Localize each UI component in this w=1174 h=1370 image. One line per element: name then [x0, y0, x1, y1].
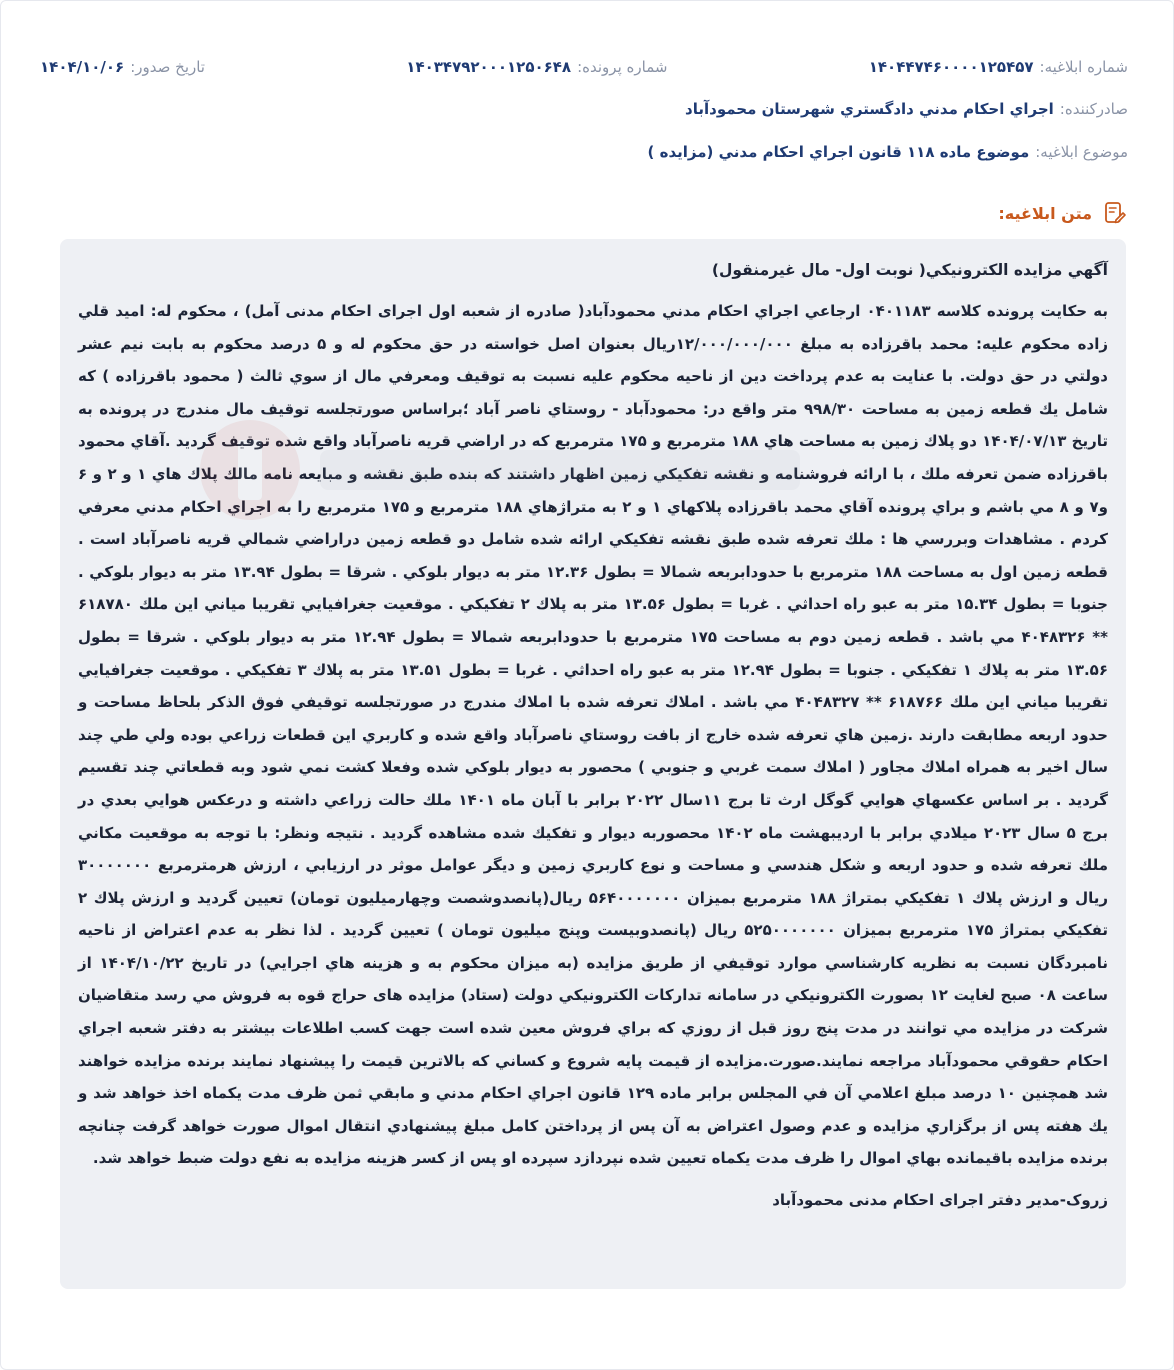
issuer-value: اجراي احكام مدني دادگستري شهرستان محمودآباد	[685, 100, 1054, 118]
issue-date-label: تاریخ صدور:	[130, 58, 205, 76]
ad-title: آگهي مزايده الكترونيكي( نوبت اول- مال غيرمنقول)	[711, 261, 1108, 279]
issue-date-value: ۱۴۰۴/۱۰/۰۶	[40, 58, 125, 76]
notice-heading-label: متن ابلاغیه:	[998, 203, 1092, 223]
notice-number-value: ۱۴۰۴۴۷۴۶۰۰۰۰۱۲۵۴۵۷	[868, 58, 1034, 76]
subject-row	[648, 143, 1128, 161]
notice-number	[869, 58, 1128, 76]
notice-body: به حكايت پرونده كلاسه ۰۴۰۱۱۸۳ ارجاعي اجراي احكام مدني محمودآباد( صادره از شعبه اول اجرای احکام مدنی آمل) ، محكوم له: امید قلي زاده محكوم عليه: محمد باقرزاده به مبلغ ۱۲/۰۰۰/۰۰۰/۰۰۰ريال بعنوان اصل خواسته در حق محكوم له و ۵ درصد محكوم به بابت نيم عشر دولتي در حق دولت. با عنايت به عدم پرداخت دين از ناحيه محكوم عليه نسبت به توقيف ومعرفي مال از سوي ثالث ( محمود باقرزاده ) كه شامل يك قطعه زمين به مساحت ۹۹۸/۳۰ متر واقع در: محمودآباد - روستاي ناصر آباد ؛براساس صورتجلسه توقيف مال مندرج در پرونده به تاريخ ۱۴۰۴/۰۷/۱۳ دو پلاك زمين به مساحت هاي ۱۸۸ مترمربع و ۱۷۵ مترمربع كه در اراضي قريه ناصرآباد واقع شده توقيف گرديد .آقاي محمود باقرزاده ضمن تعرفه ملك ، با ارائه فروشنامه و نقشه تفكيكي زمين اظهار داشتند كه بنده طبق نقشه و مبايعه نامه مالك پلاك هاي ۱ و ۲ و ۶ و۷ و ۸ مي باشم و براي پرونده آقاي محمد باقرزاده پلاكهاي ۱ و ۲ به متراژهاي ۱۸۸ مترمربع و ۱۷۵ مترمربع را به اجراي احكام مدني معرفي كردم . مشاهدات وبررسي ها : ملك تعرفه شده طبق نقشه تفكيكي ارائه شده شامل دو قطعه زمين دراراضي شمالي قريه ناصرآباد است . قطعه زمين اول به مساحت ۱۸۸ مترمربع با حدودابربعه شمالا = بطول ۱۲.۳۶ متر به ديوار بلوكي . شرقا = بطول ۱۳.۹۴ متر به ديوار بلوكي . جنوبا = بطول ۱۵.۳۴ متر به عبو راه احداثي . غربا = بطول ۱۳.۵۶ متر به پلاك ۲ تفكيكي . موقعيت جغرافيايي تقريبا مياني اين ملك ۶۱۸۷۸۰ ** ۴۰۴۸۳۲۶ مي باشد . قطعه زمين دوم به مساحت ۱۷۵ مترمربع با حدودابربعه شمالا = بطول ۱۲.۹۴ متر به ديوار بلوكي . شرقا = بطول ۱۳.۵۶ متر به پلاك ۱ تفكيكي . جنوبا = بطول ۱۲.۹۴ متر به عبو راه احداثي . غربا = بطول ۱۳.۵۱ متر به پلاك ۳ تفكيكي . موقعيت جغرافيايي تقريبا مياني اين ملك ۶۱۸۷۶۶ ** ۴۰۴۸۳۲۷ مي باشد . املاك تعرفه شده با املاك مندرج در صورتجلسه توقيفي فوق الذكر بلحاظ مساحت و حدود اربعه مطابقت دارند .زمين هاي تعرفه شده خارج از بافت روستاي ناصرآباد واقع شده و كاربري اين قطعات زراعي بوده ولي طي چند سال اخير به همراه املاك مجاور ( املاك سمت غربي و جنوبي ) محصور به ديوار بلوكي شده وفعلا كشت نمي شود وبه قطعاتي چند تقسيم گرديد . بر اساس عكسهاي هوايي گوگل ارث تا برج ۱۱سال ۲۰۲۲ برابر با آبان ماه ۱۴۰۱ ملك حالت زراعي داشته و درعكس هوايي بعدي در برج ۵ سال ۲۰۲۳ ميلادي برابر با ارديبهشت ماه ۱۴۰۲ محصوربه ديوار و تفكيك شده مشاهده گرديد . نتيجه ونظر: با توجه به موقعيت مكاني ملك تعرفه شده و حدود اربعه و شكل هندسي و مساحت و نوع كاربري زمين و ديگر عوامل موثر در ارزيابي ، ارزش هرمترمربع ۳۰۰۰۰۰۰۰ ريال و ارزش پلاك ۱ تفكيكي بمتراژ ۱۸۸ مترمربع بميزان ۵۶۴۰۰۰۰۰۰۰ ريال(پانصدوشصت وچهارميليون تومان) تعيين گرديد و ارزش پلاك ۲ تفكيكي بمتراژ ۱۷۵ مترمربع بميزان ۵۲۵۰۰۰۰۰۰۰ ريال (پانصدوبيست وپنج ميليون تومان ) تعيين گرديد . لذا نظر به عدم اعتراض از ناحيه نامبردگان نسبت به نظريه كارشناسي موارد توقيفي از طريق مزايده (به ميزان محكوم به و هزينه هاي اجرايي) در تاريخ ۱۴۰۴/۱۰/۲۲ از ساعت ۰۸ صبح لغايت ۱۲ بصورت الكترونيكي در سامانه تداركات الكترونيكي دولت (ستاد) مزايده های حراج قوه به فروش مي رسد متقاضيان شركت در مزايده مي توانند در مدت پنج روز قبل از روزي كه براي فروش معين شده است جهت كسب اطلاعات بيشتر به دفتر شعبه اجراي احكام حقوقي محمودآباد مراجعه نمايند.صورت.مزايده از قيمت پايه شروع و كساني كه بالاترين قيمت را پيشنهاد نمايند برنده مزايده خواهند شد همچنين ۱۰ درصد مبلغ اعلامي آن في المجلس برابر ماده ۱۲۹ قانون اجراي احكام مدني و مابقي ثمن ظرف مدت يكماه اخذ خواهد شد و يك هفته پس از برگزاري مزايده و عدم وصول اعتراض به آن پس از پرداختن كامل مبلغ پيشنهادي انتقال اموال صورت خواهد گرفت چنانچه برنده مزايده باقيمانده بهاي اموال را ظرف مدت يكماه تعيين شده نپردازد سپرده او پس از كسر هزينه مزايده به نفع دولت ضبط خواهد شد.	[78, 302, 1109, 1168]
meta-row	[40, 58, 1128, 76]
case-number-value: ۱۴۰۳۴۷۹۲۰۰۰۱۲۵۰۶۴۸	[406, 58, 572, 76]
notice-panel	[60, 239, 1126, 1289]
subject-value: موضوع ماده ۱۱۸ قانون اجراي احكام مدني (مزايده )	[647, 143, 1030, 161]
issuer-label: صادرکننده:	[1059, 100, 1128, 118]
issuer-row	[685, 100, 1128, 118]
notice-heading	[998, 200, 1128, 226]
signature: زروک-مدير دفتر اجرای احکام مدنی محمودآباد	[772, 1191, 1108, 1210]
notice-number-label: شماره ابلاغیه:	[1039, 58, 1128, 76]
subject-label: موضوع ابلاغیه:	[1035, 143, 1128, 161]
case-number	[406, 58, 667, 76]
case-number-label: شماره پرونده:	[577, 58, 668, 76]
issue-date	[40, 58, 205, 76]
document-edit-icon	[1102, 200, 1128, 226]
